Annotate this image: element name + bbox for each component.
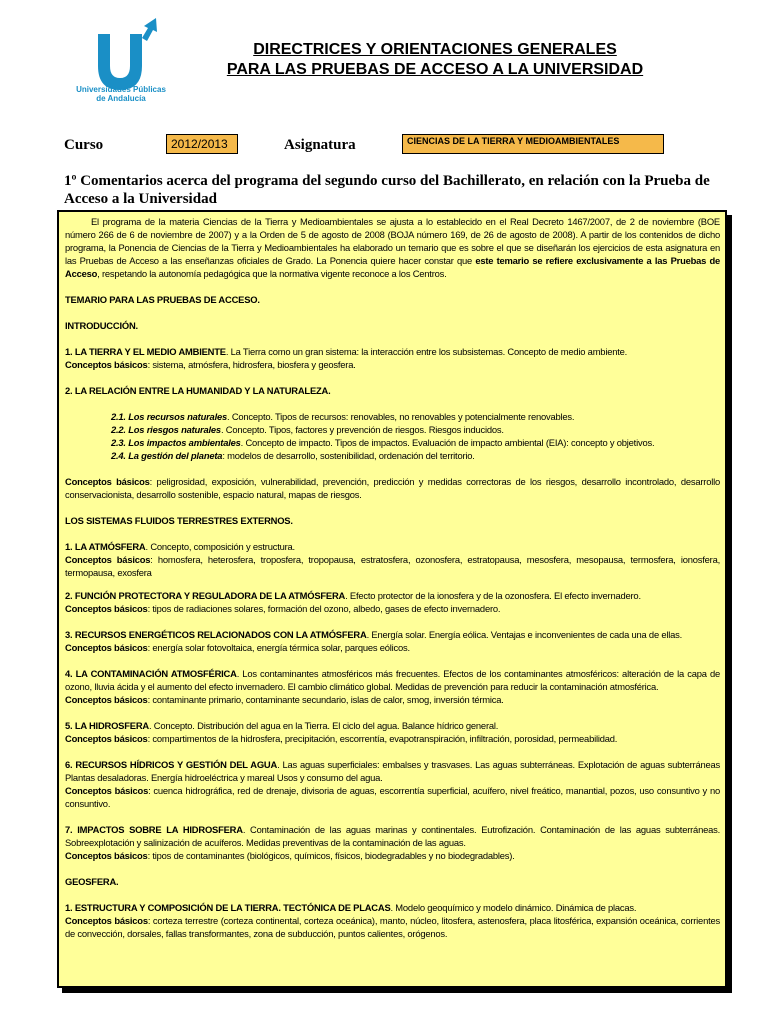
section-heading: 1º Comentarios acerca del programa del segundo curso del Bachillerato, en relación con la Prueba de Acceso a la Universidad [64, 173, 710, 207]
topic-1: 1. LA TIERRA Y EL MEDIO AMBIENTE. La Tierra como un gran sistema: la interacción entre los subsistemas. Concepto de medio ambiente. [65, 346, 628, 357]
document-title: DIRECTRICES Y ORIENTACIONES GENERALES PARA LAS PRUEBAS DE ACCESO A LA UNIVERSIDAD [226, 41, 644, 78]
curso-label: Curso [64, 137, 104, 153]
topic-funcion-protectora: 2. FUNCIÓN PROTECTORA Y REGULADORA DE LA ATMÓSFERA. Efecto protector de la ionosfera y de la ozonosfera. El efecto invernadero. [65, 590, 641, 601]
topic-atmosfera: 1. LA ATMÓSFERA. Concepto, composición y estructura. [65, 541, 295, 552]
introduccion-heading: INTRODUCCIÓN. [65, 320, 138, 331]
topic-2: 2. LA RELACIÓN ENTRE LA HUMANIDAD Y LA NATURALEZA. [65, 385, 331, 396]
logo-caption: Universidades Públicas de Andalucía [76, 85, 166, 103]
fluidos-heading: LOS SISTEMAS FLUIDOS TERRESTRES EXTERNOS. [65, 515, 293, 526]
geosfera-heading: GEOSFERA. [65, 876, 119, 887]
asignatura-label: Asignatura [284, 137, 356, 153]
topic-recursos-hidricos: 6. RECURSOS HÍDRICOS Y GESTIÓN DEL AGUA. Las aguas superficiales: embalses y trasvases. Las aguas subterráneas. Explotación de aguas subterráneas Plantas desaladoras. Energía hidroeléctrica y mareal Usos y consumo del agua. [65, 759, 720, 783]
topic-contaminacion: 4. LA CONTAMINACIÓN ATMOSFÉRICA. Los contaminantes atmosféricos más frecuentes. Efectos de los contaminantes atmosféricos: alteración de la capa de ozono, lluvia ácida y el aumento del efecto invernadero. El cambio climático global. Medidas de prevención para reducir la contaminación atmosférica. [65, 668, 720, 692]
asignatura-value: CIENCIAS DE LA TIERRA Y MEDIOAMBIENTALES [402, 134, 664, 154]
temario-heading: TEMARIO PARA LAS PRUEBAS DE ACCESO. [65, 294, 260, 305]
topic-impactos-hidrosfera: 7. IMPACTOS SOBRE LA HIDROSFERA. Contaminación de las aguas marinas y continentales. Eutrofización. Contaminación de las aguas subterráneas. Sobreexplotación y salinización de acuíferos. Medidas preventivas de la contaminación de las aguas. [65, 824, 721, 848]
topic-hidrosfera: 5. LA HIDROSFERA. Concepto. Distribución del agua en la Tierra. El ciclo del agua. Balance hídrico general. [65, 720, 499, 731]
temario-content: El programa de la materia Ciencias de la Tierra y Medioambientales se ajusta a lo establecido en el Real Decreto 1467/2007, de 2 de noviembre (BOE número 266 de 6 de noviembre de 2007) y a la Orden de 5 de agosto de 2008 (BOJA número 169, de 26 de agosto de 2008). A partir de los contenidos de dicho programa, la Ponencia de Ciencias de la Tierra y Medioambientales ha elaborado un temario que es sobre el que se diseñarán los ejercicios de esta asignatura en las Pruebas de Acceso a las enseñanzas oficiales de Grado. La Ponencia quiere hacer constar que este temario se refiere exclusivamente a las Pruebas de Acceso, respetando la autonomía pedagógica que la normativa vigente reconoce a los Centros. TEMARIO PARA LAS PRUEBAS DE ACCESO. INTRODUCCIÓN. 1. LA TIERRA Y EL MEDIO AMBIENTE. La Tierra como un gran sistema: la interacción entre los subsistemas. Concepto de medio ambiente. Conceptos básicos: sistema, atmósfera, hidrosfera, biosfera y geosfera. 2. LA RELACIÓN ENTRE LA HUMANIDAD Y LA NATURALEZA. 2.1. Los recursos naturales. Concepto. Tipos de recursos: renovables, no renovables y potencialmente renovables. 2.2. Los riesgos naturales. Concepto. Tipos, factores y prevención de riesgos. Riesgos inducidos. 2.3. Los impactos ambientales. Concepto de impacto. Tipos de impactos. Evaluación de impacto ambiental (EIA): concepto y objetivos. 2.4. La gestión del planeta: modelos de desarrollo, sostenibilidad, ordenación del territorio. Conceptos básicos: peligrosidad, exposición, vulnerabilidad, prevención, predicción y medidas correctoras de los riesgos, desarrollo incontrolado, desarrollo conservacionista, desarrollo sostenible, espacio natural, mapas de riesgos. LOS SISTEMAS FLUIDOS TERRESTRES EXTERNOS. 1. LA ATMÓSFERA. Concepto, composición y estructura. Conceptos básicos: homosfera, heterosfera, troposfera, tropopausa, estratosfera, ozonosfera, estratopausa, mesosfera, mesopausa, termosfera, ionosfera, termopausa, exosfera 2. FUNCIÓN PROTECTORA Y REGULADORA DE LA ATMÓSFERA. Efecto protector de la ionosfera y de la ozonosfera. El efecto invernadero. Conceptos básicos: tipos de radiaciones solares, formación del ozono, albedo, gases de efecto invernadero. 3. RECURSOS ENERGÉTICOS RELACIONADOS CON LA ATMÓSFERA. Energía solar. Energía eólica. Ventajas e inconvenientes de cada una de ellas. Conceptos básicos: energía solar fotovoltaica, energía térmica solar, parques eólicos. 4. LA CONTAMINACIÓN ATMOSFÉRICA. Los contaminantes atmosféricos más frecuentes. Efectos de los contaminantes atmosféricos: alteración de la capa de ozono, lluvia ácida y el aumento del efecto invernadero. El cambio climático global. Medidas de prevención para reducir la contaminación atmosférica. Conceptos básicos: contaminante primario, contaminante secundario, islas de calor, smog, inversión térmica. 5. LA HIDROSFERA. Concepto. Distribución del agua en la Tierra. El ciclo del agua. Balance hídrico general. Conceptos básicos: compartimentos de la hidrosfera, precipitación, escorrentía, evapotranspiración, infiltración, porosidad, permeabilidad. 6. RECURSOS HÍDRICOS Y GESTIÓN DEL AGUA. Las aguas superficiales: embalses y trasvases. Las aguas subterráneas. Explotación de aguas subterráneas Plantas desaladoras. Energía hidroeléctrica y mareal Usos y consumo del agua. Conceptos básicos: cuenca hidrográfica, red de drenaje, divisoria de aguas, escorrentía superficial, acuífero, nivel freático, manantial, pozos, uso consuntivo y no consuntivo. 7. IMPACTOS SOBRE LA HIDROSFERA. Contaminación de las aguas marinas y continentales. Eutrofización. Contaminación de las aguas subterráneas. Sobreexplotación y salinización de acuíferos. Medidas preventivas de la contaminación de las aguas. Conceptos básicos: tipos de contaminantes (biológicos, químicos, físicos, biodegradables y no biodegradables). GEOSFERA. 1. ESTRUCTURA Y COMPOSICIÓN DE LA TIERRA. TECTÓNICA DE PLACAS. Modelo geoquímico y modelo dinámico. Dinámica de placas. Conceptos básicos: corteza terrestre (corteza continental, corteza oceánica), manto, núcleo, litosfera, astenosfera, placa litosférica, expansión oceánica, corrientes de convección, dorsales, fallas transformantes, zona de subducción, puntos calientes, orógenos. [57, 210, 727, 988]
topic-estructura-tierra: 1. ESTRUCTURA Y COMPOSICIÓN DE LA TIERRA. TECTÓNICA DE PLACAS. Modelo geoquímico y modelo dinámico. Dinámica de placas. [65, 902, 637, 913]
intro-paragraph: El programa de la materia Ciencias de la Tierra y Medioambientales se ajusta a lo establecido en el Real Decreto 1467/2007, de 2 de noviembre (BOE número 266 de 6 de noviembre de 2007) y a la Orden de 5 de agosto de 2008 (BOJA número 169, de 26 de agosto de 2008). A partir de los contenidos de dicho programa, la Ponencia de Ciencias de la Tierra y Medioambientales ha elaborado un temario que es sobre el que se diseñarán los ejercicios de esta asignatura en las Pruebas de Acceso a las enseñanzas oficiales de Grado. La Ponencia quiere hacer constar que este temario se refiere exclusivamente a las Pruebas de Acceso, respetando la autonomía pedagógica que la normativa vigente reconoce a los Centros. [65, 216, 721, 279]
topic-recursos-energeticos: 3. RECURSOS ENERGÉTICOS RELACIONADOS CON LA ATMÓSFERA. Energía solar. Energía eólica. Ventajas e inconvenientes de cada una de ellas. [65, 629, 683, 640]
curso-value: 2012/2013 [166, 134, 238, 154]
